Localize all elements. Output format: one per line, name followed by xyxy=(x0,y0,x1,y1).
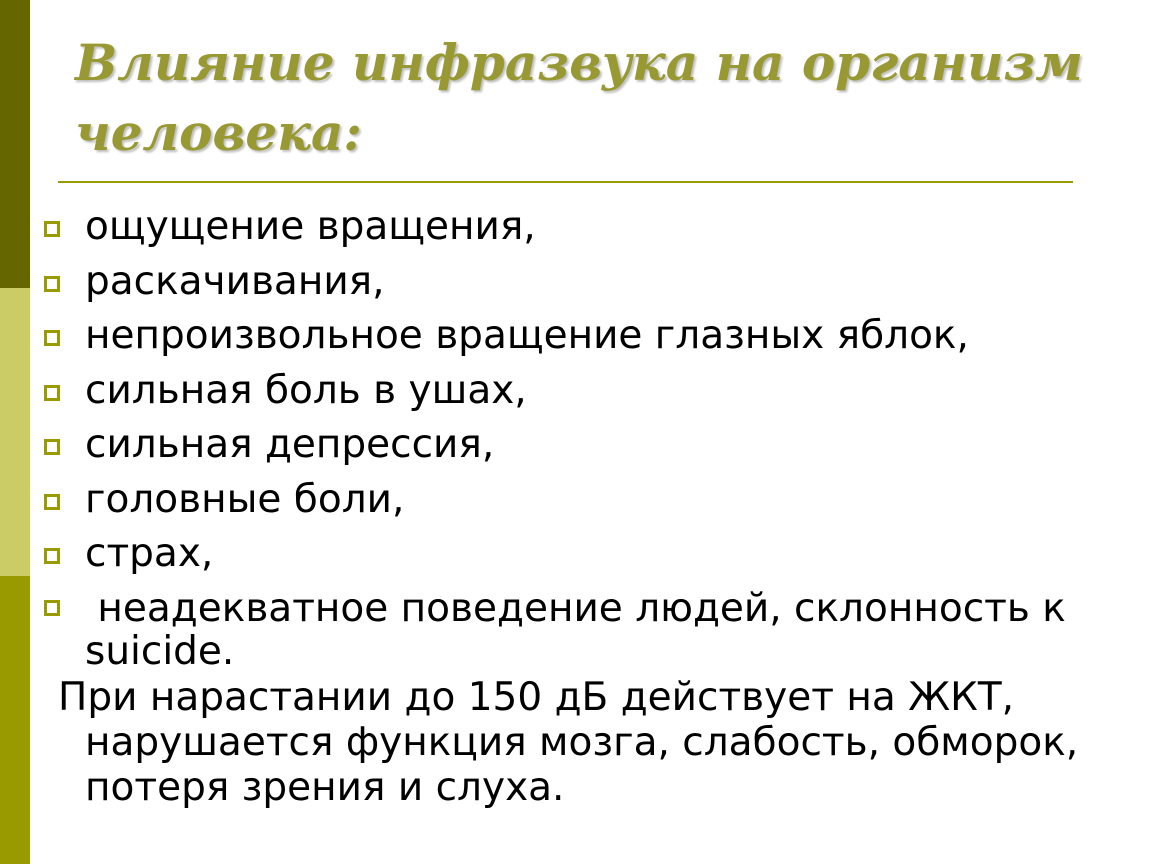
bullet-text: раскачивания, xyxy=(85,258,385,304)
bullet-item xyxy=(44,473,1124,528)
side-bar-segment-middle xyxy=(0,288,30,576)
hollow-square-bullet-icon xyxy=(44,385,60,401)
hollow-square-bullet-icon xyxy=(44,330,60,346)
hollow-square-bullet-icon xyxy=(44,494,60,510)
bullet-text: сильная депрессия, xyxy=(85,422,495,467)
bullet-text: ощущение вращения, xyxy=(85,204,536,249)
bullet-text: страх, xyxy=(85,531,214,576)
bullet-text: непроизвольное вращение глазных яблок, xyxy=(85,313,969,358)
bullet-text: сильная боль в ушах, xyxy=(85,367,527,413)
hollow-square-bullet-icon xyxy=(44,276,60,292)
side-bar-segment-top xyxy=(0,0,30,288)
bullet-item xyxy=(44,527,1124,582)
bullet-item xyxy=(44,582,1124,673)
slide-title: Влияние инфразвука на организм человека: xyxy=(75,33,1083,162)
bullet-text: головные боли, xyxy=(85,476,405,522)
bullet-item xyxy=(44,364,1124,419)
side-bar-segment-bottom xyxy=(0,576,30,864)
bullet-item xyxy=(44,418,1124,473)
bullet-text: неадекватное поведение людей, склонность к suicide. xyxy=(85,585,1079,674)
hollow-square-bullet-icon xyxy=(44,600,60,616)
hollow-square-bullet-icon xyxy=(44,439,60,455)
bullet-item xyxy=(44,200,1124,255)
bullet-item xyxy=(44,255,1124,310)
bullet-item xyxy=(44,309,1124,364)
summary-paragraph: При нарастании до 150 дБ действует на ЖКТ, нарушается функция мозга, слабость, обморок, потеря зрения и слуха. xyxy=(58,675,1079,810)
bullet-list xyxy=(44,200,1124,673)
hollow-square-bullet-icon xyxy=(44,221,60,237)
hollow-square-bullet-icon xyxy=(44,548,60,564)
title-divider xyxy=(58,181,1073,183)
